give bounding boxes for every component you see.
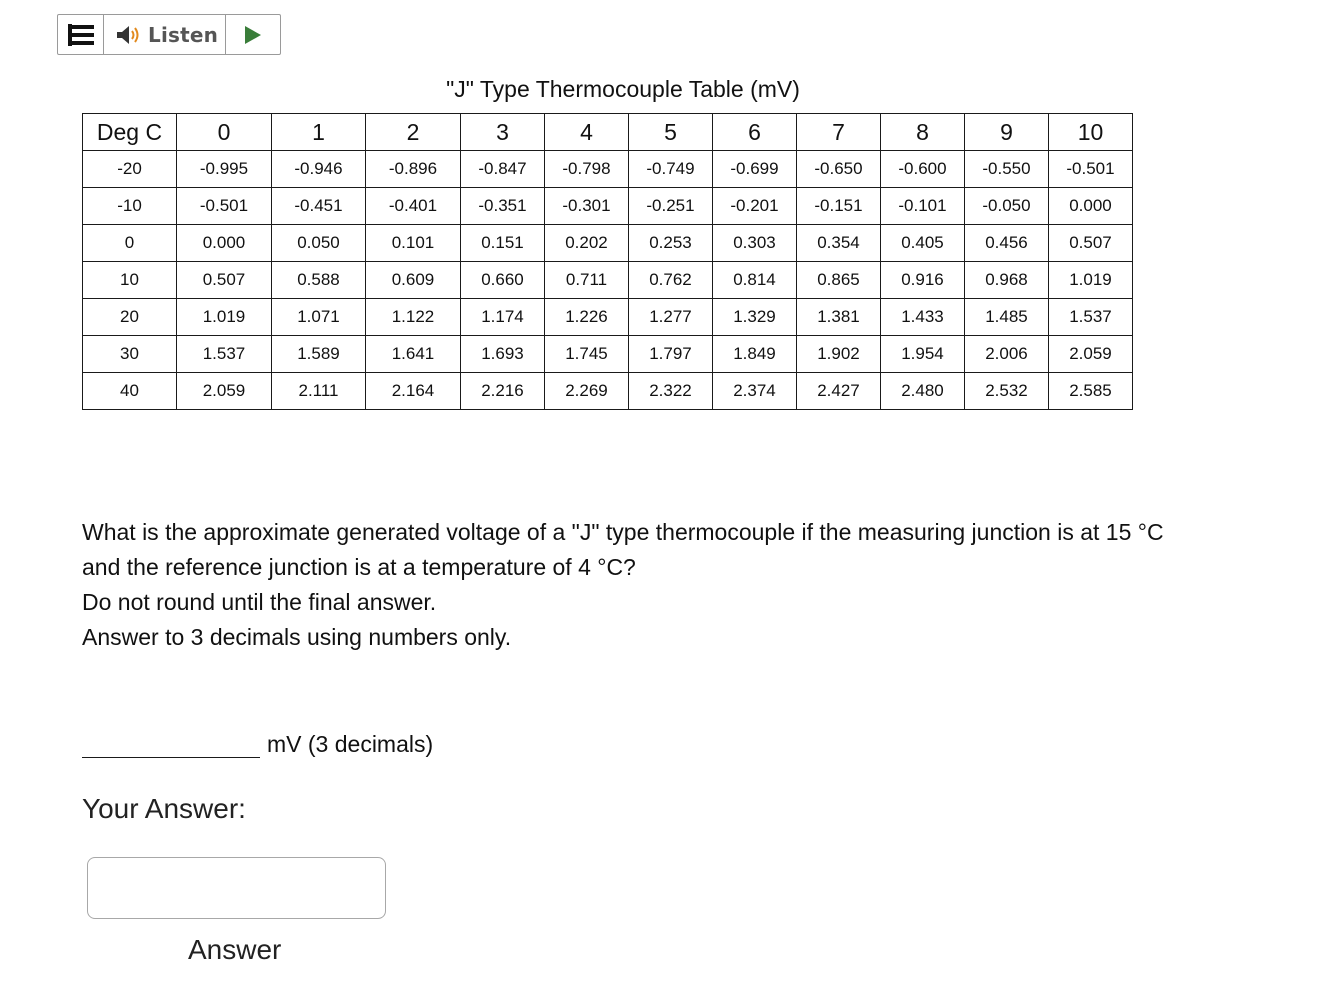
table-header-row [83, 114, 1133, 151]
table-cell: -0.946 [272, 151, 366, 188]
header-col-10: 10 [1049, 114, 1133, 151]
answer-input[interactable] [87, 857, 386, 919]
row-label-cell: 30 [83, 336, 177, 373]
table-cell: 1.433 [881, 299, 965, 336]
table-cell: 0.507 [1049, 225, 1133, 262]
table-cell: 2.532 [965, 373, 1049, 410]
row-label-cell: 10 [83, 262, 177, 299]
table-cell: 2.322 [629, 373, 713, 410]
listen-toolbar [57, 14, 281, 55]
table-cell: 2.216 [461, 373, 545, 410]
your-answer-heading: Your Answer: [82, 793, 246, 824]
instruction-line: Answer to 3 decimals using numbers only. [82, 624, 512, 650]
unit-label: mV (3 decimals) [267, 731, 434, 757]
table-cell: 1.122 [366, 299, 461, 336]
table-cell: -0.896 [366, 151, 461, 188]
header-col-4: 4 [545, 114, 629, 151]
table-cell: -0.847 [461, 151, 545, 188]
table-cell: 0.405 [881, 225, 965, 262]
table-cell: 2.585 [1049, 373, 1133, 410]
table-cell: 1.174 [461, 299, 545, 336]
table-cell: 0.354 [797, 225, 881, 262]
table-cell: -0.201 [713, 188, 797, 225]
table-cell: 2.059 [1049, 336, 1133, 373]
table-cell: 0.660 [461, 262, 545, 299]
table-row [83, 299, 1133, 336]
answer-caption: Answer [188, 934, 282, 965]
header-col-3: 3 [461, 114, 545, 151]
table-cell: 2.164 [366, 373, 461, 410]
table-cell: 1.485 [965, 299, 1049, 336]
header-col-7: 7 [797, 114, 881, 151]
table-cell: -0.995 [177, 151, 272, 188]
answer-blank [82, 757, 260, 758]
header-col-9: 9 [965, 114, 1049, 151]
table-cell: 1.902 [797, 336, 881, 373]
table-cell: 2.269 [545, 373, 629, 410]
table-cell: 0.151 [461, 225, 545, 262]
table-cell: 1.954 [881, 336, 965, 373]
table-cell: 0.000 [1049, 188, 1133, 225]
table-cell: 0.507 [177, 262, 272, 299]
row-label-cell: -20 [83, 151, 177, 188]
table-cell: 1.277 [629, 299, 713, 336]
table-body [83, 151, 1133, 410]
table-row [83, 262, 1133, 299]
table-cell: 2.059 [177, 373, 272, 410]
table-cell: -0.501 [1049, 151, 1133, 188]
table-cell: -0.251 [629, 188, 713, 225]
question-line: What is the approximate generated voltage of a "J" type thermocouple if the measuring junction is at 15 °C and the reference junction is at a temperature of 4 °C? [82, 519, 1164, 580]
header-col-1: 1 [272, 114, 366, 151]
table-cell: 2.374 [713, 373, 797, 410]
table-cell: 0.916 [881, 262, 965, 299]
table-cell: 0.968 [965, 262, 1049, 299]
table-cell: -0.699 [713, 151, 797, 188]
table-cell: -0.600 [881, 151, 965, 188]
table-cell: 0.609 [366, 262, 461, 299]
row-label-cell: 0 [83, 225, 177, 262]
table-cell: 1.537 [1049, 299, 1133, 336]
table-row [83, 151, 1133, 188]
table-cell: -0.451 [272, 188, 366, 225]
table-cell: 1.329 [713, 299, 797, 336]
instruction-line: Do not round until the final answer. [82, 589, 437, 615]
table-cell: -0.351 [461, 188, 545, 225]
table-cell: 1.071 [272, 299, 366, 336]
question-text [82, 515, 1182, 655]
table-cell: 0.202 [545, 225, 629, 262]
table-cell: -0.501 [177, 188, 272, 225]
table-row [83, 373, 1133, 410]
table-cell: 0.762 [629, 262, 713, 299]
header-col-2: 2 [366, 114, 461, 151]
play-button[interactable] [226, 15, 280, 54]
table-cell: -0.749 [629, 151, 713, 188]
table-cell: -0.550 [965, 151, 1049, 188]
table-cell: 1.641 [366, 336, 461, 373]
table-cell: 1.381 [797, 299, 881, 336]
table-cell: 1.019 [1049, 262, 1133, 299]
table-cell: 0.588 [272, 262, 366, 299]
table-cell: 2.427 [797, 373, 881, 410]
table-cell: 0.711 [545, 262, 629, 299]
table-row [83, 225, 1133, 262]
table-cell: 0.253 [629, 225, 713, 262]
table-cell: 1.537 [177, 336, 272, 373]
table-cell: 2.111 [272, 373, 366, 410]
table-cell: -0.650 [797, 151, 881, 188]
table-cell: 2.480 [881, 373, 965, 410]
table-cell: 2.006 [965, 336, 1049, 373]
table-cell: 1.226 [545, 299, 629, 336]
table-cell: -0.151 [797, 188, 881, 225]
table-title: "J" Type Thermocouple Table (mV) [446, 76, 800, 102]
table-cell: 0.865 [797, 262, 881, 299]
table-cell: -0.301 [545, 188, 629, 225]
listen-label: Listen [148, 22, 219, 47]
table-cell: 1.745 [545, 336, 629, 373]
header-col-0: 0 [177, 114, 272, 151]
hamburger-menu-icon [68, 24, 94, 46]
play-icon [243, 24, 263, 46]
table-cell: 1.589 [272, 336, 366, 373]
table-cell: -0.050 [965, 188, 1049, 225]
table-cell: 0.050 [272, 225, 366, 262]
table-cell: 1.693 [461, 336, 545, 373]
table-cell: 0.000 [177, 225, 272, 262]
table-cell: 1.019 [177, 299, 272, 336]
table-cell: 1.797 [629, 336, 713, 373]
table-cell: 1.849 [713, 336, 797, 373]
table-cell: 0.101 [366, 225, 461, 262]
row-label-cell: 40 [83, 373, 177, 410]
table-cell: -0.798 [545, 151, 629, 188]
speaker-icon [116, 24, 142, 46]
table-row [83, 188, 1133, 225]
table-cell: -0.101 [881, 188, 965, 225]
header-deg-c: Deg C [83, 114, 177, 151]
row-label-cell: -10 [83, 188, 177, 225]
table-cell: 0.456 [965, 225, 1049, 262]
header-col-5: 5 [629, 114, 713, 151]
listen-button[interactable] [104, 15, 226, 54]
header-col-8: 8 [881, 114, 965, 151]
table-cell: -0.401 [366, 188, 461, 225]
menu-button[interactable] [58, 15, 104, 54]
header-col-6: 6 [713, 114, 797, 151]
thermocouple-table [82, 113, 1133, 410]
table-cell: 0.814 [713, 262, 797, 299]
table-cell: 0.303 [713, 225, 797, 262]
row-label-cell: 20 [83, 299, 177, 336]
table-row [83, 336, 1133, 373]
